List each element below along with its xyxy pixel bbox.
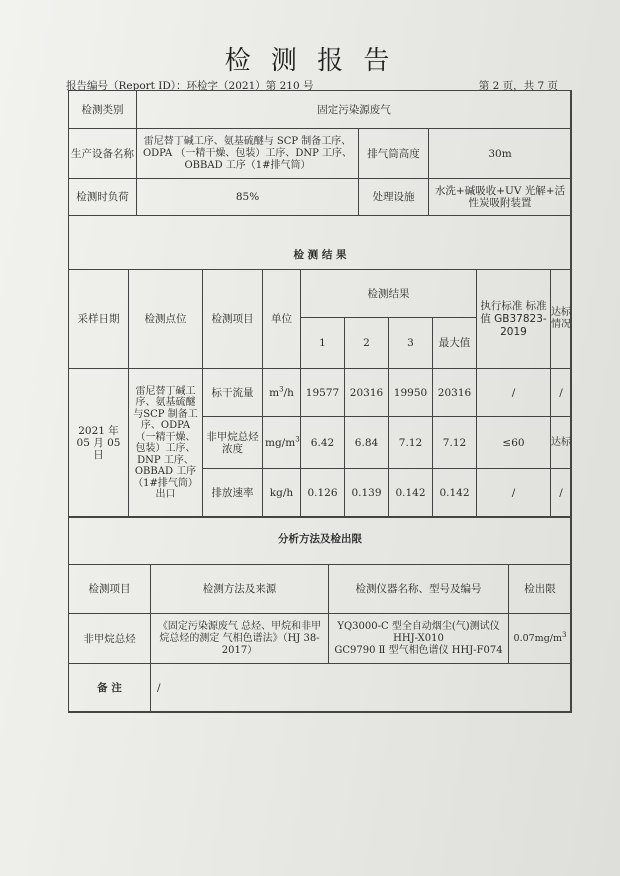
header-unit: 单位 — [263, 270, 301, 369]
row-value-max: 20316 — [433, 369, 477, 417]
row-unit: $m^3/h$ — [263, 369, 301, 417]
table-row — [69, 369, 572, 417]
row-value-2: 0.139 — [345, 469, 389, 518]
row-value-2: 20316 — [345, 369, 389, 417]
row-value-3: 19950 — [389, 369, 433, 417]
row-item: 非甲烷总烃浓度 — [203, 417, 263, 469]
instrument-line-2: GC9790 Ⅱ 型气相色谱仪 HHJ-F074 — [334, 644, 503, 656]
stack-height-label: 排气筒高度 — [359, 129, 429, 179]
header-n2: 2 — [345, 318, 389, 369]
equipment-label: 生产设备名称 — [69, 129, 137, 179]
equipment-value: 雷尼替丁碱工序、氨基硫醚与 SCP 制备工序、ODPA （一精干燥、包装）工序、DNP 工序、OBBAD 工序（1#排气筒） — [137, 129, 359, 179]
category-value: 固定污染源废气 — [137, 91, 572, 129]
method-header-method: 检测方法及来源 — [151, 565, 329, 614]
row-value-max: 0.142 — [433, 469, 477, 518]
page-number: 第 2 页，共 7 页 — [478, 80, 558, 92]
header-standard: 执行标准 标准值 GB37823-2019 — [477, 270, 551, 369]
category-label: 检测类别 — [69, 91, 137, 129]
method-header-instrument: 检测仪器名称、型号及编号 — [329, 565, 509, 614]
report-number: 报告编号（Report ID）：环检字（2021）第 210 号 — [66, 80, 314, 92]
sample-date: 2021 年 05 月 05 日 — [69, 369, 129, 518]
header-item: 检测项目 — [203, 270, 263, 369]
header-result: 检测结果 — [301, 270, 477, 318]
row-item: 排放速率 — [203, 469, 263, 518]
report-title: 检 测 报 告 — [224, 46, 396, 76]
results-section-title: 检 测 结 果 — [69, 216, 572, 270]
method-limit: $0.07mg/m^3$ — [509, 614, 572, 664]
results-table — [68, 269, 572, 518]
method-header-item: 检测项目 — [69, 565, 151, 614]
header-date: 采样日期 — [69, 270, 129, 369]
method-header-limit: 检出限 — [509, 565, 572, 614]
row-standard: ≤60 — [477, 417, 551, 469]
treatment-label: 处理设施 — [359, 179, 429, 216]
sample-point: 雷尼替丁碱工序、氨基硫醚与SCP 制备工序、ODPA （一精干燥、包装）工序、DNP 工序、OBBAD 工序（1#排气筒）出口 — [129, 369, 203, 518]
method-source: 《固定污染源废气 总烃、甲烷和非甲烷总烃的测定 气相色谱法》（HJ 38-2017） — [151, 614, 329, 664]
header-n1: 1 — [301, 318, 345, 369]
row-value-3: 7.12 — [389, 417, 433, 469]
row-status: 达标 — [551, 417, 572, 469]
row-value-1: 19577 — [301, 369, 345, 417]
remarks-label: 备 注 — [69, 664, 151, 713]
row-value-max: 7.12 — [433, 417, 477, 469]
row-value-1: 0.126 — [301, 469, 345, 518]
load-label: 检测时负荷 — [69, 179, 137, 216]
row-unit: $mg/m^3$ — [263, 417, 301, 469]
instrument-line-1: YQ3000-C 型全自动烟尘(气)测试仪 HHJ-X010 — [337, 620, 500, 644]
row-item: 标干流量 — [203, 369, 263, 417]
row-value-2: 6.84 — [345, 417, 389, 469]
row-value-1: 6.42 — [301, 417, 345, 469]
header-point: 检测点位 — [129, 270, 203, 369]
methods-table — [68, 516, 572, 664]
remarks-value: / — [151, 664, 572, 713]
table-row — [69, 614, 572, 664]
stack-height-value: 30m — [429, 129, 572, 179]
row-unit: kg/h — [263, 469, 301, 518]
method-item: 非甲烷总烃 — [69, 614, 151, 664]
method-instrument — [329, 614, 509, 664]
row-standard: / — [477, 469, 551, 518]
header-n3: 3 — [389, 318, 433, 369]
header-status: 达标情况 — [551, 270, 572, 369]
row-status: / — [551, 469, 572, 518]
remarks-table — [68, 663, 572, 713]
row-value-3: 0.142 — [389, 469, 433, 518]
methods-section-title: 分析方法及检出限 — [69, 517, 572, 565]
row-status: / — [551, 369, 572, 417]
info-table — [68, 90, 572, 270]
treatment-value: 水洗+碱吸收+UV 光解+活性炭吸附装置 — [429, 179, 572, 216]
row-standard: / — [477, 369, 551, 417]
load-value: 85% — [137, 179, 359, 216]
header-max: 最大值 — [433, 318, 477, 369]
